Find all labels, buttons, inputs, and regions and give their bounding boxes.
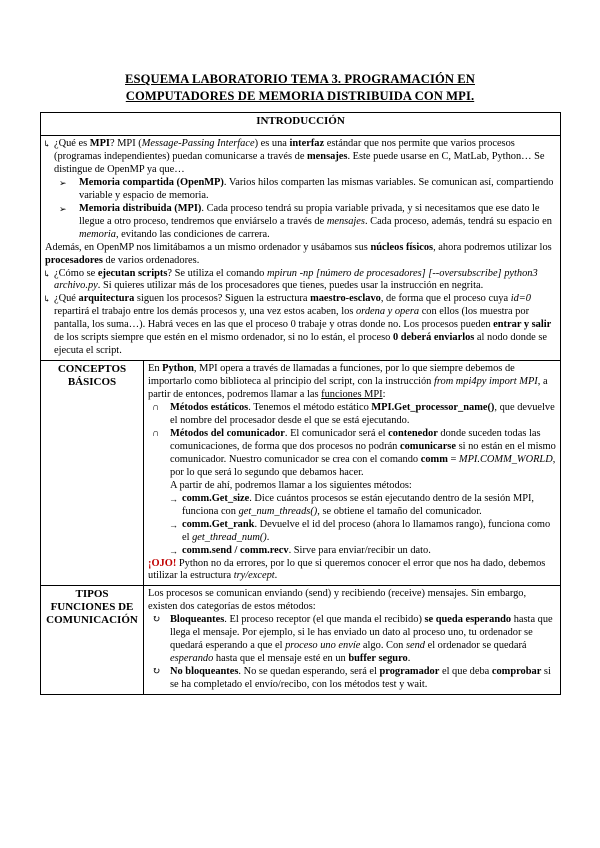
basics-label: CONCEPTOS BÁSICOS [41, 361, 144, 586]
blocking-item: ↻ Bloqueantes. El proceso receptor (el que manda el recibido) se queda esperando hasta que llega el mensaje. Por ejemplo, si le has enviado un dato al proceso uno, tu ordenador se quedará esperando a que el proceso uno envíe algo. Con send el ordenador se quedará esperando hasta que el mensaje esté en un buffer seguro. [152, 614, 553, 665]
intro-heading: INTRODUCCIÓN [41, 113, 561, 136]
refresh-bullet-icon: ↻ [152, 614, 161, 626]
warning-label: ¡OJO! [148, 557, 177, 569]
arrow-icon: ↳ [43, 268, 51, 279]
basics-cell [144, 361, 561, 586]
arrowhead-bullet-icon: ➢ [59, 203, 67, 214]
methods-intro: A partir de ahí, podremos llamar a los siguientes métodos: [170, 479, 412, 491]
communicator-methods-item: ∩ Métodos del comunicador. El comunicador será el contenedor donde suceden todas las comunicaciones, de forma que dos procesos no podrán comunicarse si no están en el mismo comunicador. Nuestro comunicador se crea con el comando comm = MPI.COMM_WORLD, por lo que será lo segundo que debamos hacer. [152, 427, 556, 478]
title-line-1: ESQUEMA LABORATORIO TEMA 3. PROGRAMACIÓN EN [125, 72, 475, 86]
intro-cell [41, 136, 561, 361]
refresh-bullet-icon: ↻ [152, 666, 161, 678]
title-line-2: COMPUTADORES DE MEMORIA DISTRIBUIDA CON MPI. [125, 89, 475, 103]
question-mpi: ↳ ¿Qué es MPI? MPI (Message-Passing Interface) es una interfaz estándar que nos permite que varios procesos (programas independientes) puedan comunicarse a través de mensajes. Este puede usarse en C, MatLab, Python… Se distingue de OpenMP ya que… [43, 138, 545, 175]
omega-bullet-icon: ∩ [152, 427, 160, 439]
non-blocking-item: ↻ No bloqueantes. No se quedan esperando, será el programador el que deba comprobar si se ha completado el envío/recibo, con los métodos test y wait. [152, 666, 551, 691]
shared-memory-item: ➢ Memoria compartida (OpenMP). Varios hilos comparten las mismas variables. Se comunican así, compartiendo variable y espacio de memoria. [59, 176, 554, 201]
send-recv-item: → comm.send / comm.recv. Sirve para enviar/recibir un dato. [169, 544, 431, 556]
small-arrow-icon: → [169, 545, 178, 556]
static-methods-item: ∩ Métodos estáticos. Tenemos el método estático MPI.Get_processor_name(), que devuelve el nombre del procesador desde el que se está ejecutando. [152, 402, 555, 427]
arrow-icon: ↳ [43, 294, 51, 305]
warning-note: ¡OJO! Python no da errores, por lo que si queremos conocer el error que nos ha dado, debemos utilizar la estructura try/except. [148, 557, 546, 582]
question-scripts: ↳ ¿Cómo se ejecutan scripts? Se utiliza el comando mpirun -np [número de procesadores] [--oversubscribe] python3 archivo.py. Si quieres utilizar más de los procesadores que tienes, puedes usar la instrucción en negrita. [43, 267, 538, 292]
small-arrow-icon: → [169, 519, 178, 530]
omega-bullet-icon: ∩ [152, 402, 160, 414]
get-rank-item: → comm.Get_rank. Devuelve el id del proceso (ahora lo llamamos rango), funciona como el get_thread_num(). [169, 518, 551, 543]
comm-types-label: TIPOS FUNCIONES DE COMUNICACIÓN [41, 586, 144, 695]
distributed-memory-item: ➢ Memoria distribuida (MPI). Cada proceso tendrá su propia variable privada, y si necesitamos que ese dato le llegue a otro proceso, tendremos que enviárselo a través de mensajes. Cada proceso, además, tendrá su espacio en memoria, evitando las condiciones de carrera. [59, 202, 552, 240]
arrowhead-bullet-icon: ➢ [59, 177, 67, 188]
openmp-note: Además, en OpenMP nos limitábamos a un mismo ordenador y usábamos sus núcleos físicos, ahora podremos utilizar los procesadores de varios ordenadores. [45, 241, 552, 266]
schema-table [40, 112, 561, 695]
python-paragraph: En Python, MPI opera a través de llamadas a funciones, por lo que siempre debemos de importarlo como biblioteca al principio del script, con la instrucción from mpi4py import MPI, a partir de entonces, podremos llamar a las funciones MPI: [148, 363, 548, 401]
question-architecture: ↳ ¿Qué arquitectura siguen los procesos? Siguen la estructura maestro-esclavo, de forma que el proceso cuya id=0 repartirá el trabajo entre los demás procesos y, una vez estos acaben, los ordena y opera con ellos (los muestra por pantalla, los suma…). Habrá veces en las que el proceso 0 trabaje y otras donde no. Los procesos pueden entrar y salir de los scripts siempre que estén en el mismo ordenador, si no lo están, el proceso 0 deberá enviarlos al nodo donde se ejecuta el script. [43, 293, 552, 357]
comm-types-intro: Los procesos se comunican enviando (send) y recibiendo (receive) mensajes. Sin embargo, existen dos categorías de estos métodos: [148, 588, 527, 613]
document-title [40, 71, 560, 105]
comm-types-cell [144, 586, 561, 695]
get-size-item: → comm.Get_size. Dice cuántos procesos se están ejecutando dentro de la sesión MPI, funciona con get_num_threads(), se obtiene el tamaño del comunicador. [169, 492, 535, 517]
arrow-icon: ↳ [43, 139, 51, 149]
small-arrow-icon: → [169, 493, 178, 504]
